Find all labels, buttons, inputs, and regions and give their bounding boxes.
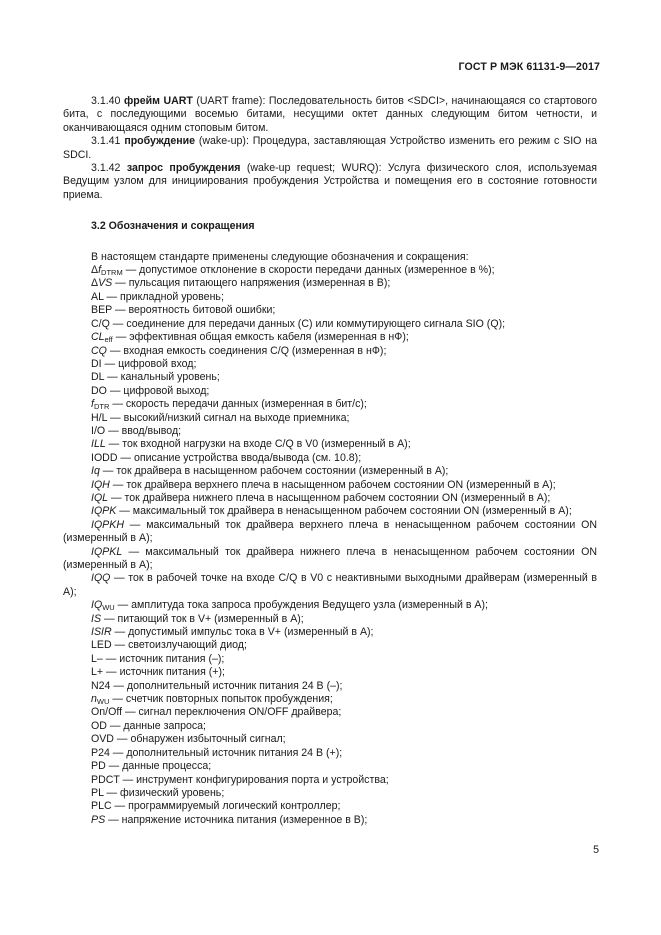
abbr-description: — питающий ток в V+ (измеренный в А); — [101, 612, 304, 625]
abbr-symbol: AL — [91, 290, 104, 303]
abbr-description: — вероятность битовой ошибки; — [112, 304, 276, 317]
document-body — [63, 95, 597, 827]
abbreviation-item — [63, 760, 597, 773]
abbr-description: — ввод/вывод; — [105, 424, 182, 437]
abbreviation-item — [63, 613, 597, 626]
abbreviation-item — [63, 693, 597, 706]
abbr-italic-symbol: VS — [98, 277, 113, 290]
abbr-description: — пульсация питающего напряжения (измеренная в В); — [112, 277, 391, 290]
abbreviation-item — [63, 358, 597, 371]
abbreviation-item — [63, 706, 597, 719]
abbreviation-item — [63, 371, 597, 384]
abbr-description: — данные запроса; — [106, 719, 206, 732]
abbreviation-item — [63, 264, 597, 277]
abbr-italic-symbol: Iq — [91, 465, 100, 478]
abbr-symbol: PLC — [91, 800, 112, 813]
abbr-description: — физический уровень; — [103, 786, 225, 799]
abbr-italic-symbol: CQ — [91, 344, 107, 357]
abbr-symbol: OVD — [91, 733, 114, 746]
abbr-symbol: C/Q — [91, 317, 110, 330]
page-number: 5 — [593, 844, 599, 856]
abbr-subscript: WU — [96, 697, 110, 707]
abbreviation-item — [63, 505, 597, 518]
abbreviation-item — [63, 747, 597, 760]
abbr-italic-symbol: f — [91, 398, 94, 411]
abbr-description: — максимальный ток драйвера нижнего плеча в ненасыщенном рабочем состоянии ON (измеренный в А); — [63, 545, 597, 571]
abbr-description: — счетчик повторных попыток пробуждения; — [109, 693, 333, 706]
term-number: 3.1.42 — [91, 162, 121, 175]
abbreviation-item — [63, 465, 597, 478]
abbr-description: — допустимый импульс тока в V+ (измеренный в А); — [111, 626, 374, 639]
abbr-symbol: P24 — [91, 746, 110, 759]
abbr-description: — данные процесса; — [105, 760, 212, 773]
abbr-italic-symbol: IQPKH — [91, 518, 124, 531]
abbr-symbol: DO — [91, 384, 107, 397]
abbr-symbol: On/Off — [91, 706, 123, 719]
abbr-italic-symbol: ILL — [91, 438, 106, 451]
abbr-italic-symbol: IQQ — [91, 572, 111, 585]
abbr-description: — ток драйвера верхнего плеча в насыщенном рабочем состоянии ON (измеренный в А); — [109, 478, 556, 491]
abbr-symbol: DI — [91, 357, 102, 370]
abbreviation-item — [63, 425, 597, 438]
abbr-italic-symbol: IQPK — [91, 505, 117, 518]
abbr-description: — канальный уровень; — [104, 371, 220, 384]
abbreviation-item — [63, 304, 597, 317]
abbreviations-list-continued — [63, 599, 597, 827]
abbr-description: — высокий/низкий сигнал на выходе приемника; — [107, 411, 350, 424]
abbreviation-item — [63, 492, 597, 505]
term-name: запрос пробуждения — [126, 162, 241, 175]
abbreviation-item — [63, 412, 597, 425]
abbr-symbol: N24 — [91, 679, 111, 692]
abbreviation-item — [63, 774, 597, 787]
abbr-description: — амплитуда тока запроса пробуждения Ведущего узла (измеренный в А); — [114, 599, 488, 612]
abbr-description: — обнаружен избыточный сигнал; — [113, 733, 286, 746]
abbr-symbol: I/O — [91, 424, 106, 437]
abbr-description: — ток в рабочей точке на входе C/Q в V0 с неактивными выходными драйверам (измеренный в А); — [63, 572, 597, 598]
term-definition — [63, 95, 597, 135]
abbr-description: — скорость передачи данных (измеренная в бит/с); — [109, 398, 367, 411]
abbreviation-item — [63, 733, 597, 746]
abbr-description: — ток входной нагрузки на входе C/Q в V0 (измеренный в А); — [105, 438, 411, 451]
abbr-symbol: IODD — [91, 451, 118, 464]
abbr-subscript: eff — [104, 335, 113, 345]
abbr-symbol: L+ — [91, 666, 104, 679]
section-intro: В настоящем стандарте применены следующие обозначения и сокращения: — [91, 250, 469, 263]
abbr-description: — цифровой выход; — [106, 384, 210, 397]
abbreviation-item — [63, 720, 597, 733]
abbr-symbol: PDCT — [91, 773, 120, 786]
abbreviation-item — [63, 398, 597, 411]
term-number: 3.1.40 — [91, 95, 121, 107]
abbr-italic-symbol: IQ — [91, 599, 103, 612]
abbr-description: — дополнительный источник питания 24 В (+); — [109, 746, 343, 759]
abbr-italic-symbol: IQL — [91, 491, 109, 504]
abbreviation-item — [63, 814, 597, 827]
abbr-italic-symbol: IQH — [91, 478, 110, 491]
standard-header: ГОСТ Р МЭК 61131-9—2017 — [458, 61, 600, 73]
term-number: 3.1.41 — [91, 135, 121, 148]
abbreviation-item — [63, 479, 597, 492]
abbr-symbol: OD — [91, 719, 107, 732]
abbr-description: — ток драйвера в насыщенном рабочем состоянии (измеренный в А); — [99, 465, 449, 478]
abbr-symbol: PD — [91, 760, 106, 773]
abbr-italic-symbol: IQPKL — [91, 545, 123, 558]
abbr-description: — максимальный ток драйвера верхнего плеча в ненасыщенном рабочем состоянии ON (измеренный в А); — [63, 518, 597, 545]
abbr-description: — программируемый логический контроллер; — [111, 800, 341, 813]
abbr-symbol: PL — [91, 786, 104, 799]
term-definition — [63, 162, 597, 202]
term-english: (wake-up request; WURQ) — [246, 162, 379, 175]
abbr-description: — прикладной уровень; — [103, 290, 224, 303]
abbreviation-item — [63, 680, 597, 693]
abbr-italic-symbol: IS — [91, 612, 102, 625]
abbreviation-item — [63, 666, 597, 679]
abbr-symbol: BEP — [91, 304, 113, 317]
abbr-italic-symbol: ISIR — [91, 626, 112, 639]
abbreviation-item — [63, 639, 597, 652]
abbreviation-item — [63, 291, 597, 304]
abbreviations-wrapped-list — [63, 505, 597, 599]
abbr-description: — описание устройства ввода/вывода (см. 10.8); — [117, 451, 362, 464]
abbr-description: — ток драйвера нижнего плеча в насыщенном рабочем состоянии ON (измеренный в А); — [108, 491, 551, 504]
abbr-description: — цифровой вход; — [101, 357, 197, 370]
abbreviation-item — [63, 626, 597, 639]
abbreviation-item — [63, 385, 597, 398]
term-name: пробуждение — [124, 135, 196, 148]
term-english: (wake-up) — [198, 135, 246, 148]
term-name: фрейм UART — [123, 95, 193, 107]
abbr-subscript: DTRM — [101, 268, 123, 278]
abbreviation-item — [63, 277, 597, 290]
abbr-description: — инструмент конфигурирования порта и устройства; — [119, 773, 389, 786]
abbr-symbol: Δ — [91, 264, 99, 277]
term-text: : Услуга физического слоя, используемая Ведущим узлом для инициирования пробуждения Устройства и помещения его в состояние готовности приема. — [63, 162, 597, 201]
abbr-symbol: LED — [91, 639, 112, 652]
abbr-description: — источник питания (–); — [102, 652, 225, 665]
abbr-description: — максимальный ток драйвера в ненасыщенном рабочем состоянии ON (измеренный в А); — [116, 505, 572, 518]
abbreviation-item — [63, 572, 597, 599]
abbreviation-item — [63, 345, 597, 358]
abbr-description: — эффективная общая емкость кабеля (измеренная в нФ); — [112, 331, 409, 344]
abbr-description: — соединение для передачи данных (С) или коммутирующего сигнала SIO (Q); — [109, 317, 506, 330]
abbr-description: — светоизлучающий диод; — [111, 639, 247, 652]
term-definition — [63, 135, 597, 162]
term-text: : Последовательность битов <SDCI>, начинающаяся со стартового бита, с последующими восемью битами, несущими октет данных следующим битом четности, и оканчивающаяся одним стоповым битом. — [63, 95, 597, 134]
abbreviation-item — [63, 318, 597, 331]
abbr-subscript: WU — [102, 603, 115, 613]
abbr-symbol: H/L — [91, 411, 108, 424]
abbreviation-item — [63, 438, 597, 451]
abbr-symbol: Δ — [91, 277, 99, 290]
abbr-description: — входная емкость соединения C/Q (измеренная в нФ); — [106, 344, 387, 357]
abbr-description: — напряжение источника питания (измеренное в В); — [105, 813, 368, 826]
section-title: 3.2 Обозначения и сокращения — [91, 220, 255, 233]
abbr-italic-symbol: n — [91, 693, 97, 706]
abbreviations-list — [63, 264, 597, 505]
abbr-italic-symbol: PS — [91, 813, 106, 826]
term-text: : Процедура, заставляющая Устройство изменить его режим с SIO на SDCI. — [63, 135, 597, 161]
abbr-description: — допустимое отклонение в скорости передачи данных (измеренное в %); — [122, 264, 495, 277]
abbreviation-item — [63, 519, 597, 546]
term-english: (UART frame) — [196, 95, 263, 107]
abbr-description: — дополнительный источник питания 24 В (–); — [110, 679, 343, 692]
abbr-symbol: DL — [91, 371, 105, 384]
abbreviation-item — [63, 546, 597, 573]
abbr-italic-symbol: f — [98, 264, 102, 277]
abbreviation-item — [63, 653, 597, 666]
terms-block — [63, 95, 597, 202]
abbreviation-item — [63, 599, 597, 612]
abbr-subscript: DTR — [93, 402, 110, 412]
abbr-description: — источник питания (+); — [103, 666, 225, 679]
abbr-symbol: L– — [91, 652, 103, 665]
abbr-italic-symbol: CL — [91, 331, 105, 344]
abbreviation-item — [63, 787, 597, 800]
abbr-description: — сигнал переключения ON/OFF драйвера; — [122, 706, 342, 719]
abbreviation-item — [63, 331, 597, 344]
abbreviation-item — [63, 452, 597, 465]
abbreviation-item — [63, 800, 597, 813]
